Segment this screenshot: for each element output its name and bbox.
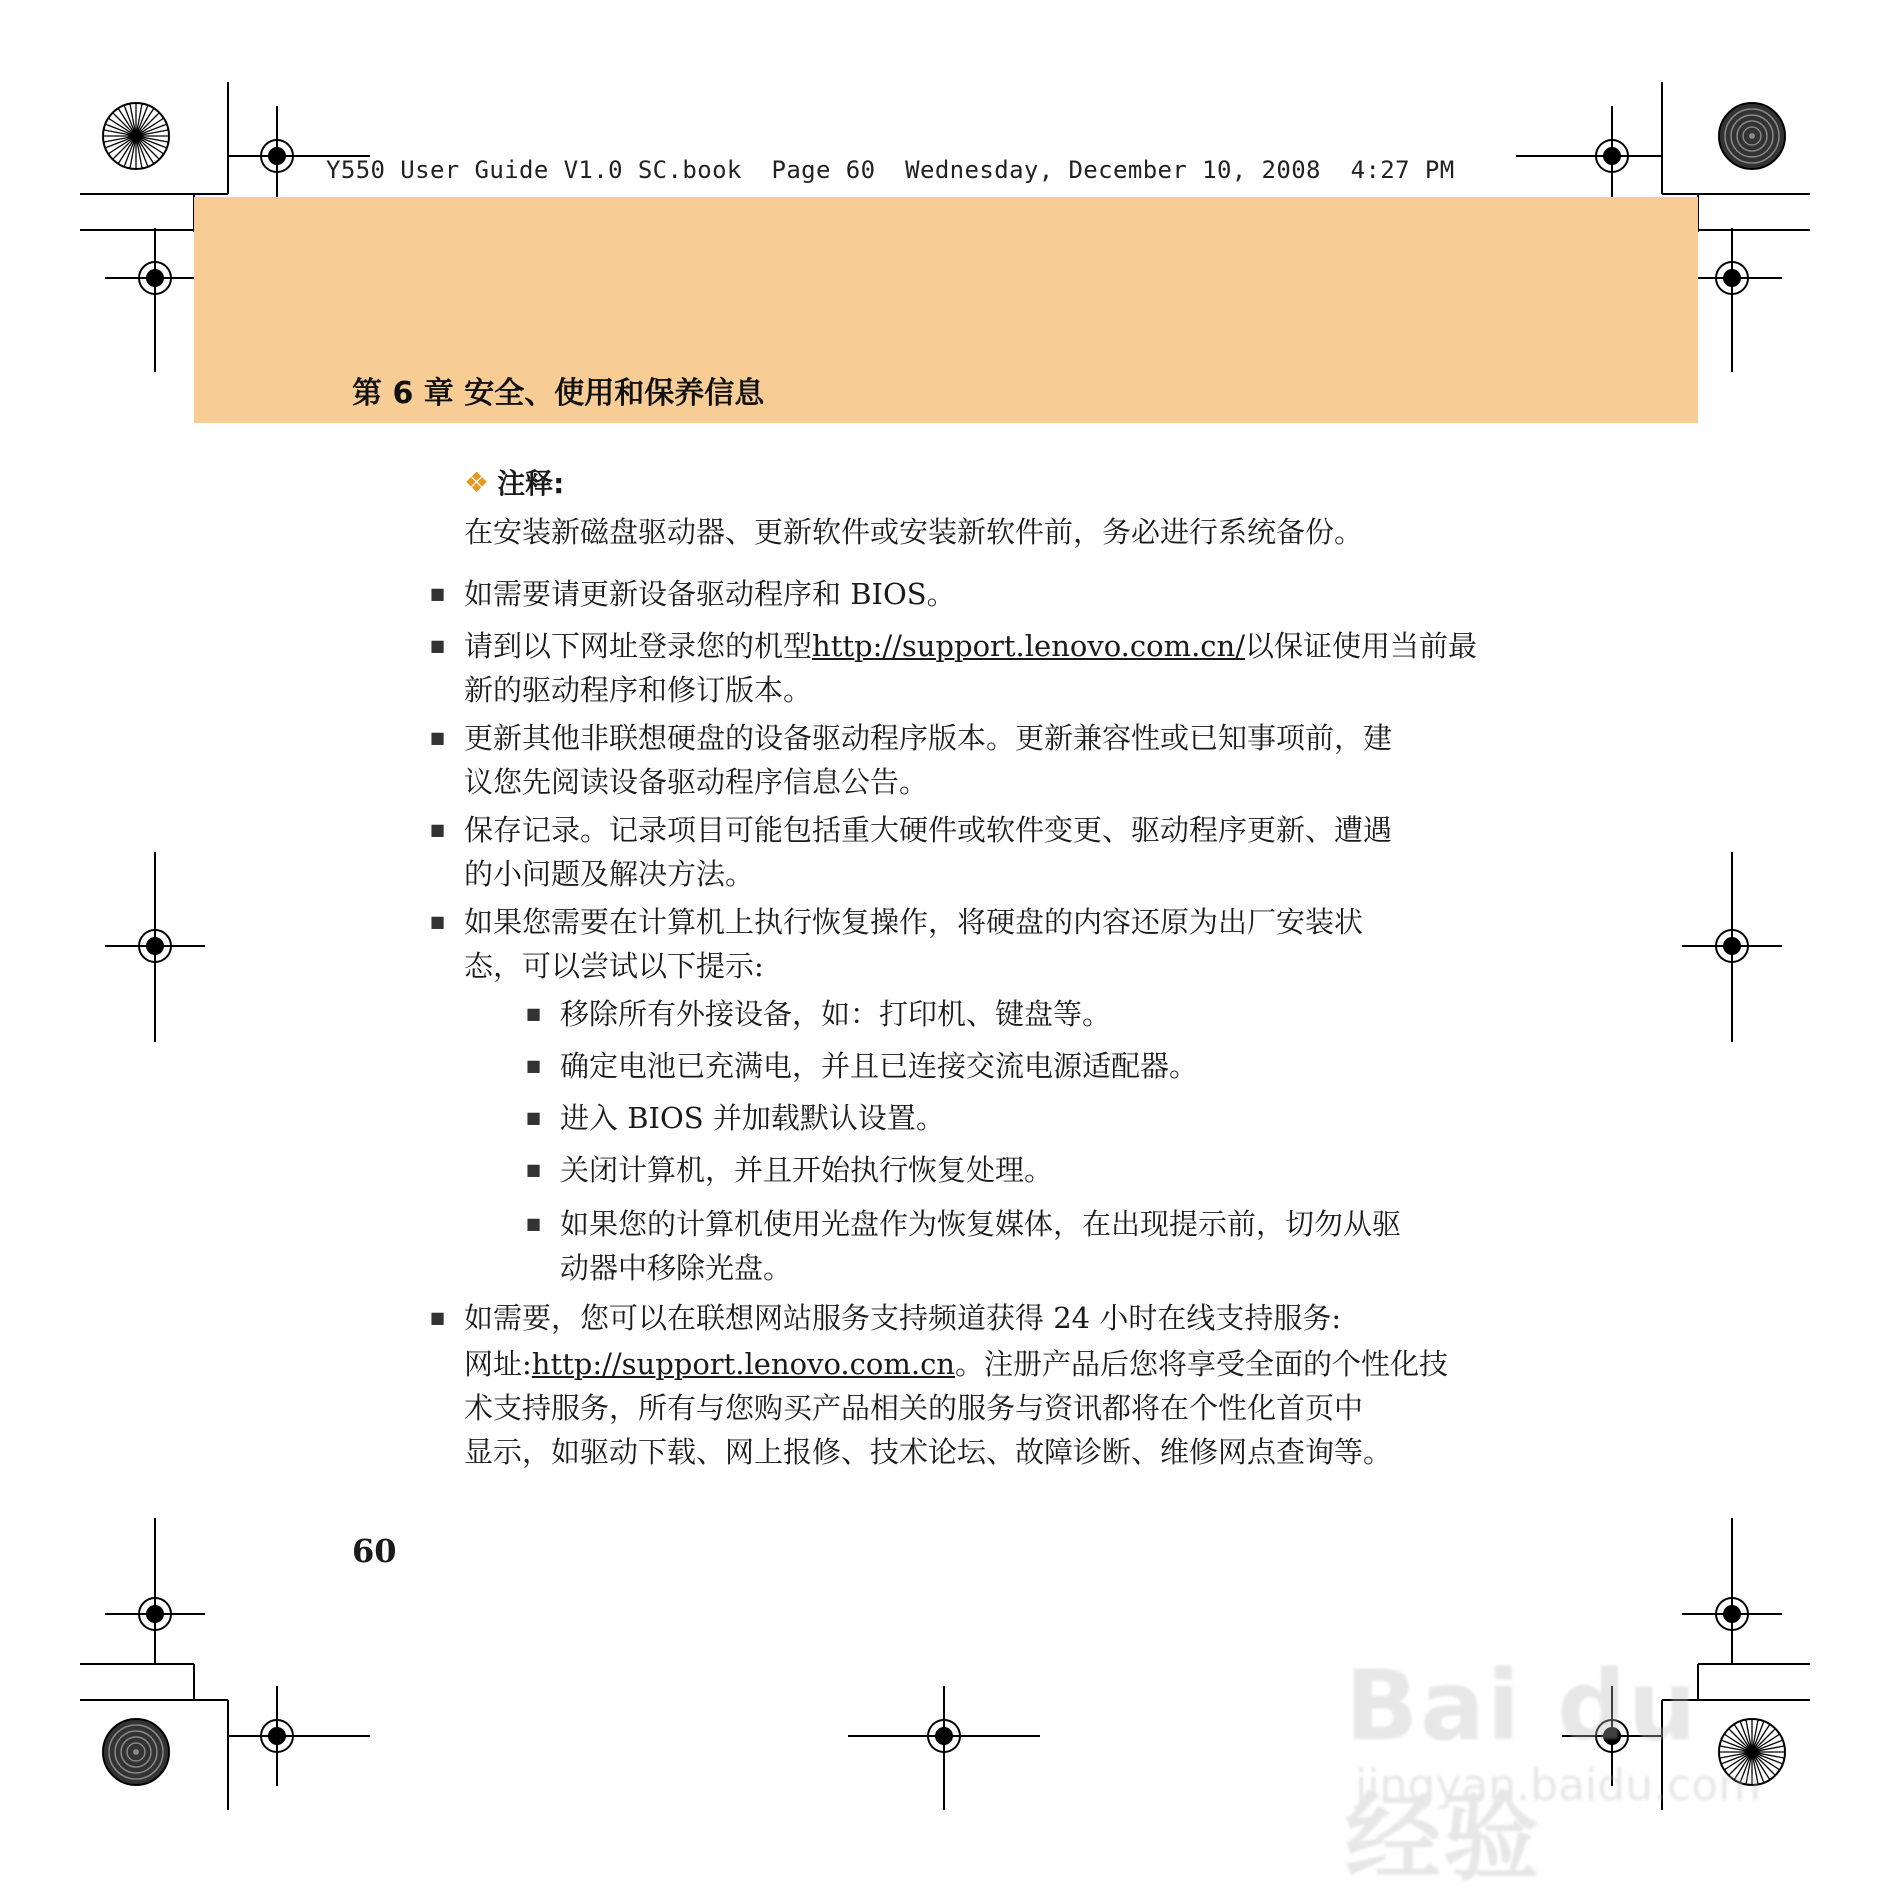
print-slug-line: Y550 User Guide V1.0 SC.book Page 60 Wednesday, December 10, 2008 4:27 PM: [326, 156, 1455, 184]
sub-list-item: 如果您的计算机使用光盘作为恢复媒体，在出现提示前，切勿从驱: [560, 1207, 1402, 1241]
sub-list-item: 进入 BIOS 并加载默认设置。: [560, 1101, 945, 1135]
list-item: 如果您需要在计算机上执行恢复操作，将硬盘的内容还原为出厂安装状: [464, 905, 1364, 939]
list-item-continuation: 术支持服务，所有与您购买产品相关的服务与资讯都将在个性化首页中: [464, 1391, 1364, 1425]
chapter-title: 第 6 章 安全、使用和保养信息: [352, 376, 765, 411]
list-item: 如需要请更新设备驱动程序和 BIOS。: [464, 577, 956, 611]
watermark-url-text: jingyan.baidu.com: [1355, 1760, 1762, 1811]
sub-bullet-icon: ■: [526, 1214, 542, 1233]
note-heading: [464, 462, 564, 502]
support-link[interactable]: http://support.lenovo.com.cn/: [812, 629, 1245, 663]
list-item: 保存记录。记录项目可能包括重大硬件或软件变更、驱动程序更新、遭遇: [464, 813, 1393, 847]
list-item-continuation: 的小问题及解决方法。: [464, 857, 755, 891]
note-heading-label: 注释:: [497, 467, 565, 500]
bullet-icon: ■: [430, 636, 446, 655]
list-item-text: 网址:: [464, 1347, 532, 1381]
list-item-continuation: 新的驱动程序和修订版本。: [464, 673, 813, 707]
list-item-continuation: 态，可以尝试以下提示:: [464, 949, 764, 983]
sub-list-item-continuation: 动器中移除光盘。: [560, 1251, 793, 1285]
sub-bullet-icon: ■: [526, 1056, 542, 1075]
list-item-continuation: 显示，如驱动下载、网上报修、技术论坛、故障诊断、维修网点查询等。: [464, 1435, 1393, 1469]
sub-bullet-icon: ■: [526, 1108, 542, 1127]
bullet-icon: ■: [430, 728, 446, 747]
list-item: [464, 624, 1477, 668]
support-link[interactable]: http://support.lenovo.com.cn: [531, 1347, 955, 1381]
note-text: 在安装新磁盘驱动器、更新软件或安装新软件前，务必进行系统备份。: [464, 515, 1364, 549]
sub-bullet-icon: ■: [526, 1160, 542, 1179]
bullet-icon: ■: [430, 584, 446, 603]
bullet-icon: ■: [430, 912, 446, 931]
page-number: 60: [352, 1532, 397, 1570]
sub-list-item: 确定电池已充满电，并且已连接交流电源适配器。: [560, 1049, 1199, 1083]
list-item-text: 以保证使用当前最: [1245, 629, 1478, 663]
diamond-bullet-icon: ❖: [464, 465, 490, 499]
baidu-watermark: [1345, 1610, 1775, 1894]
bullet-icon: ■: [430, 820, 446, 839]
list-item-continuation: [464, 1342, 1448, 1386]
sub-list-item: 关闭计算机，并且开始执行恢复处理。: [560, 1153, 1054, 1187]
bullet-icon: ■: [430, 1308, 446, 1327]
watermark-logo-text: Bai du 经验: [1345, 1650, 1699, 1894]
list-item-continuation: 议您先阅读设备驱动程序信息公告。: [464, 765, 929, 799]
list-item: 更新其他非联想硬盘的设备驱动程序版本。更新兼容性或已知事项前，建: [464, 721, 1393, 755]
sub-bullet-icon: ■: [526, 1004, 542, 1023]
sub-list-item: 移除所有外接设备，如：打印机、键盘等。: [560, 997, 1112, 1031]
list-item: 如需要，您可以在联想网站服务支持频道获得 24 小时在线支持服务:: [464, 1301, 1342, 1335]
list-item-text: 。注册产品后您将享受全面的个性化技: [955, 1347, 1449, 1381]
list-item-text: 请到以下网址登录您的机型: [464, 629, 813, 663]
